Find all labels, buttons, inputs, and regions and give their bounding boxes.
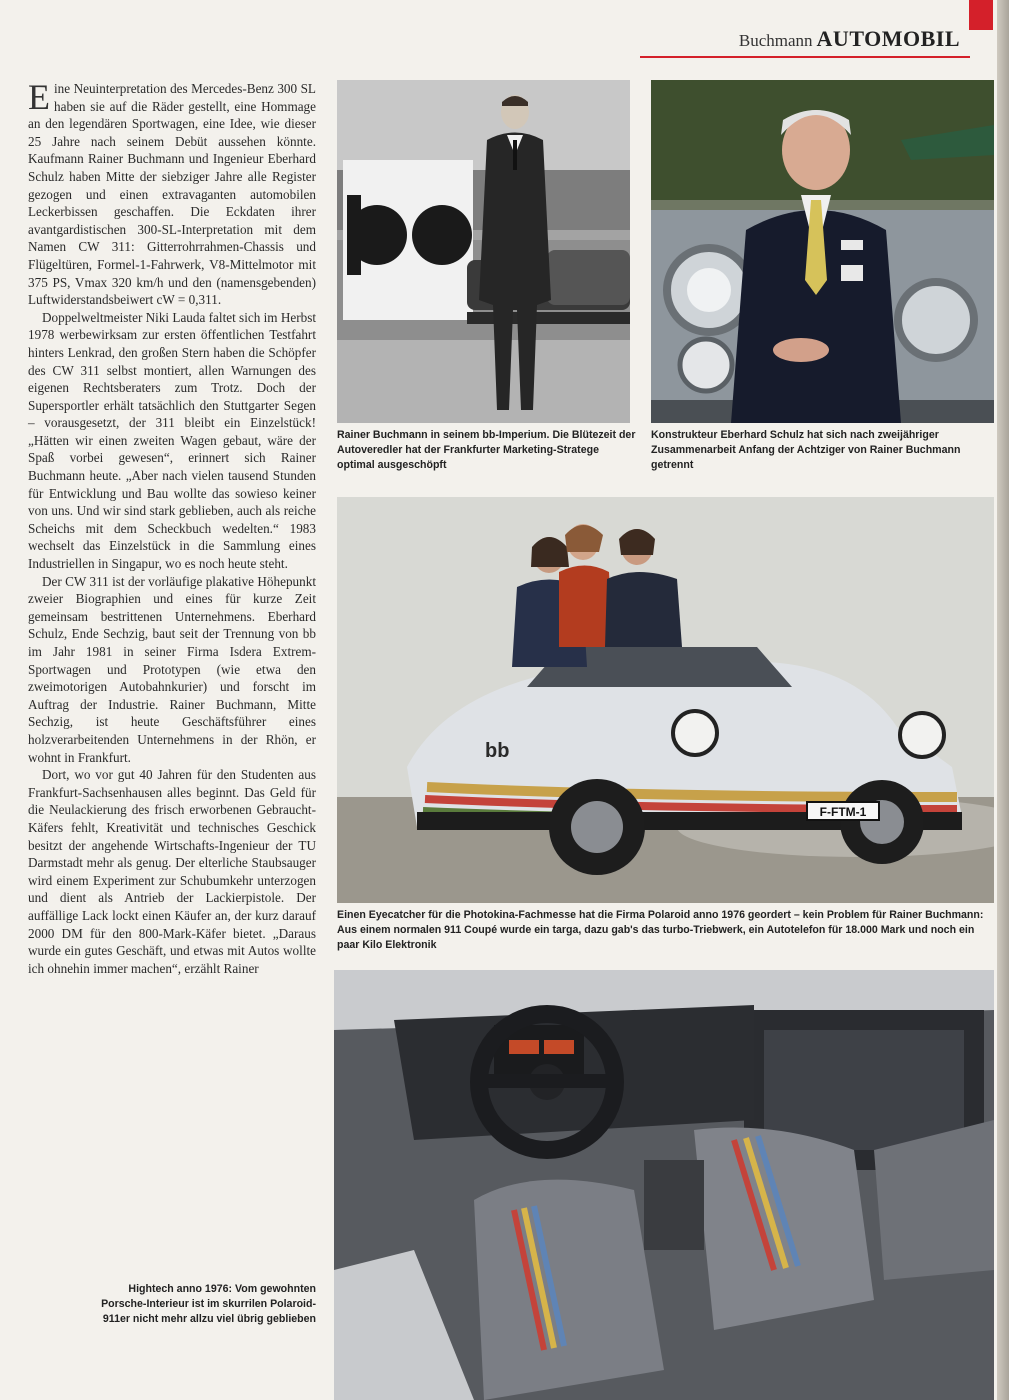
photo-1-illustration xyxy=(337,80,630,423)
article-body xyxy=(28,77,316,977)
paragraph-1: Eine Neuinterpretation des Mercedes-Benz 300 SL haben sie auf die Räder gestellt, eine Hommage an den legendären Sportwagen, eine Idee, wie dieser 25 Jahre nach seinem Debüt aussehen könnte. Kaufmann Rainer Buchmann und Ingenieur Eberhard Schulz haben Mitte der siebziger Jahre alle Register gezogen und einen extravaganten automobilen Leckerbissen geschaffen. Die Eckdaten ihrer avantgardistischen 300-SL-Interpretation mit dem Namen CW 311: Gitterrohrrahmen-Chassis und Flügeltüren, Formel-1-Fahrwerk, V8-Mittelmotor mit 375 PS, Vmax 320 km/h und den (namensgebenden) Luftwiderstandsbeiwert cW = 0,311. xyxy=(28,77,316,308)
photo-buchmann-bw xyxy=(337,80,630,423)
license-plate: F-FTM-1 xyxy=(819,805,867,819)
caption-photo-4: Hightech anno 1976: Vom gewohnten Porsche-Interieur ist im skurrilen Polaroid-911er nicht mehr allzu viel übrig geblieben xyxy=(101,1283,316,1325)
car-badge: bb xyxy=(485,740,510,762)
paragraph-3: Der CW 311 ist der vorläufige plakative Höhepunkt zweier Biographien und eines für kurze Zeit gemeinsam bestrittenen Unternehmens. Eberhard Schulz, Ende Sechzig, baut seit der Trennung von bb im Jahr 1981 in seiner Firma Isdera Extrem-Sportwagen und Prototypen (wie etwa den zweimotorigen Autobahnkurier) und forscht im Auftrag der Industrie. Rainer Buchmann, Mitte Sechzig, ist heute Geschäftsführer eines holzverarbeitenden Unternehmens in der Rhön, er wohnt in Frankfurt. xyxy=(28,573,316,765)
caption-photo-2: Konstrukteur Eberhard Schulz hat sich nach zweijähriger Zusammenarbeit Anfang der Achtziger von Rainer Buchmann getrennt xyxy=(651,429,961,471)
paragraph-2: Doppelweltmeister Niki Lauda faltet sich im Herbst 1978 werbewirksam zur ersten öffentlichen Testfahrt hinters Lenkrad, den großen Stern haben die Schöpfer des CW 311 selbst montiert, allen Warnungen des eigenen Rechtsberaters zum Trotz. Doch der Supersportler erhält tatsächlich den Stuttgarter Segen – vorausgesetzt, der 311 bleibt ein Einzelstück! „Hätten wir einen zweiten Wagen gebaut, wäre der Spaß vorbei gewesen“, erinnert sich Rainer Buchmann heute. „Aber nach vielen tausend Stunden für Entwicklung und Bau wollte das sowieso keiner von uns. Und wir sind stark geblieben, auch als reiche Scheichs mit dem Scheckbuch wedelten.“ 1983 wechselt das Einzelstück in die Sammlung eines Industriellen in Singapur, wo es noch heute steht. xyxy=(28,309,316,572)
drop-cap: E xyxy=(28,77,50,117)
photo-4-illustration xyxy=(334,970,994,1400)
photo-schulz-color xyxy=(651,80,994,423)
caption-photo-3: Einen Eyecatcher für die Photokina-Fachmesse hat die Firma Polaroid anno 1976 geordert – kein Problem für Rainer Buchmann: Aus einem normalen 911 Coupé wurde ein targa, dazu gab's das turbo-Triebwerk, ein Autotelefon für 18.000 Mark und noch ein paar Kilo Elektronik xyxy=(337,909,984,951)
photo-3-illustration xyxy=(337,497,994,903)
photo-interior xyxy=(334,970,994,1400)
page-header xyxy=(640,26,960,56)
paragraph-4: Dort, wo vor gut 40 Jahren für den Studenten aus Frankfurt-Sachsenhausen alles beginnt. Das Geld für die Neulackierung des frisch erworbenen Gebraucht-Käfers fehlt, Kreativität und technisches Geschick besitzt der angehende Wirtschafts-Ingenieur der TU Darmstadt mehr als genug. Der elterliche Staubsauger wird einem Experiment zur Schubumkehr unterzogen und dient als Antrieb der Lackierpistole. Der auffällige Lack lockt einen Käufer an, der kurz darauf 2000 DM für den 800-Mark-Käfer bietet. „Daraus wurde ein gutes Geschäft, und etwas mit Autos wollte ich ohnehin immer machen“, erzählt Rainer xyxy=(28,767,316,976)
header-section: AUTOMOBIL xyxy=(816,26,960,51)
photo-2-illustration xyxy=(651,80,994,423)
photo-polaroid-porsche xyxy=(337,497,994,903)
caption-photo-1: Rainer Buchmann in seinem bb-Imperium. Die Blütezeit der Autoveredler hat der Frankfurter Marketing-Stratege optimal ausgeschöpft xyxy=(337,429,636,471)
section-tab xyxy=(969,0,993,30)
page-gutter xyxy=(997,0,1009,1400)
header-rule xyxy=(640,56,970,58)
header-brand: Buchmann xyxy=(738,31,813,50)
